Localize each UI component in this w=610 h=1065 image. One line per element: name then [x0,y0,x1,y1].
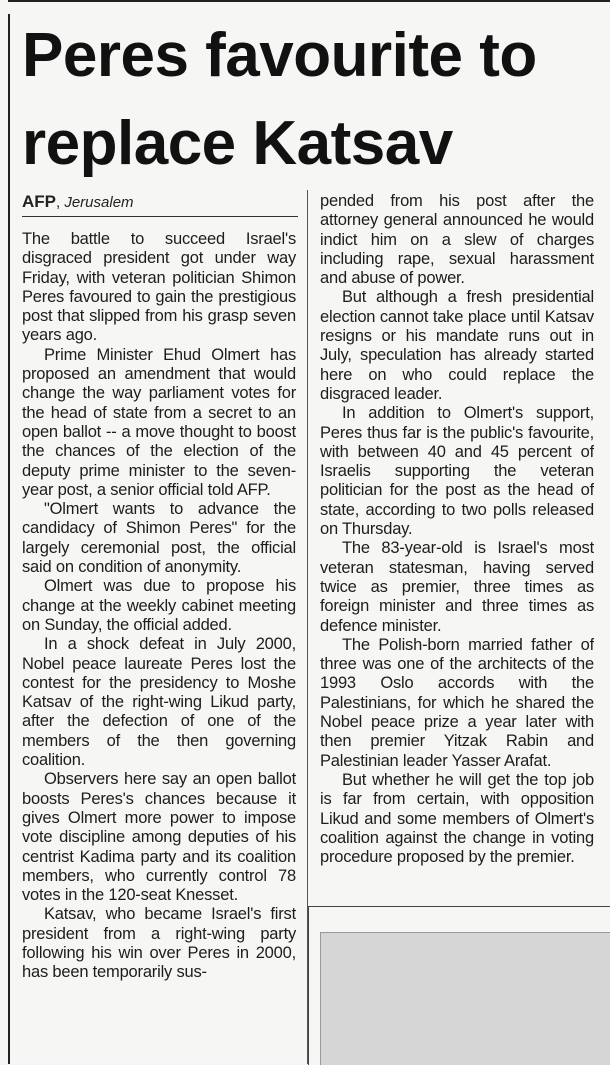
byline [22,192,297,213]
paragraph: But whether he will get the top job is far from certain, with opposition Likud and some members of Olmert's coalition against the change in voting procedure proposed by the premier. [320,770,594,867]
paragraph: In a shock defeat in July 2000, Nobel peace laureate Peres lost the contest for the presidency to Moshe Katsav of the right-wing Likud party, after the defection of one of the members of the then governing coalition. [22,635,296,770]
paragraph: Observers here say an open ballot boosts Peres's chances because it gives Olmert more power to impose vote discipline among deputies of his centrist Kadima party and its coalition members, who currently control 78 votes in the 120-seat Knesset. [22,770,296,905]
top-border-rule [8,0,610,2]
byline-rule [22,216,298,217]
paragraph: Katsav, who became Israel's first president from a right-wing party following his win over Peres in 2000, has been temporarily sus- [22,905,296,982]
headline: Peres favourite to replace Katsav [22,21,537,178]
paragraph: The battle to succeed Israel's disgraced president got under way Friday, with veteran politician Shimon Peres favoured to gain the prestigious post that slipped from his grasp seven years ago. [22,230,296,345]
article-column-right [320,192,594,902]
paragraph-continuation: pended from his post after the attorney general announced he would indict him on a slew of charges including rape, sexual harassment and abuse of power. [320,192,594,288]
paragraph: "Olmert wants to advance the candidacy of Shimon Peres" for the largely ceremonial post, the official said on condition of anonymity. [22,500,296,577]
byline-location: Jerusalem [64,194,134,211]
byline-separator: , [56,194,65,211]
paragraph: The Polish-born married father of three was one of the architects of the 1993 Oslo accords with the Palestinians, for which he shared the Nobel peace prize a year later with then premier Yitzak Rabin and Palestinian leader Yasser Arafat. [320,635,594,770]
paragraph: But although a fresh presidential election cannot take place until Katsav resigns or his mandate runs out in July, speculation has already started here on who could replace the disgraced leader. [320,288,594,403]
paragraph: In addition to Olmert's support, Peres thus far is the public's favourite, with between 40 and 45 percent of Israelis supporting the veteran politician for the post as the head of state, according to two polls released on Thursday. [320,404,594,539]
paragraph: The 83-year-old is Israel's most veteran statesman, having served twice as premier, three times as foreign minister and three times as defence minister. [320,539,594,635]
paragraph: Olmert was due to propose his change at the weekly cabinet meeting on Sunday, the official added. [22,577,296,634]
byline-agency: AFP [22,192,56,211]
paragraph: Prime Minister Ehud Olmert has proposed an amendment that would change the way parliament votes for the head of state from a secret to an open ballot -- a move thought to boost the chances of the election of the deputy prime minister to the seven-year post, a senior official told AFP. [22,345,296,499]
left-border-rule [8,14,10,1064]
adjacent-box-placeholder [320,932,610,1065]
article-column-left [22,230,296,1064]
